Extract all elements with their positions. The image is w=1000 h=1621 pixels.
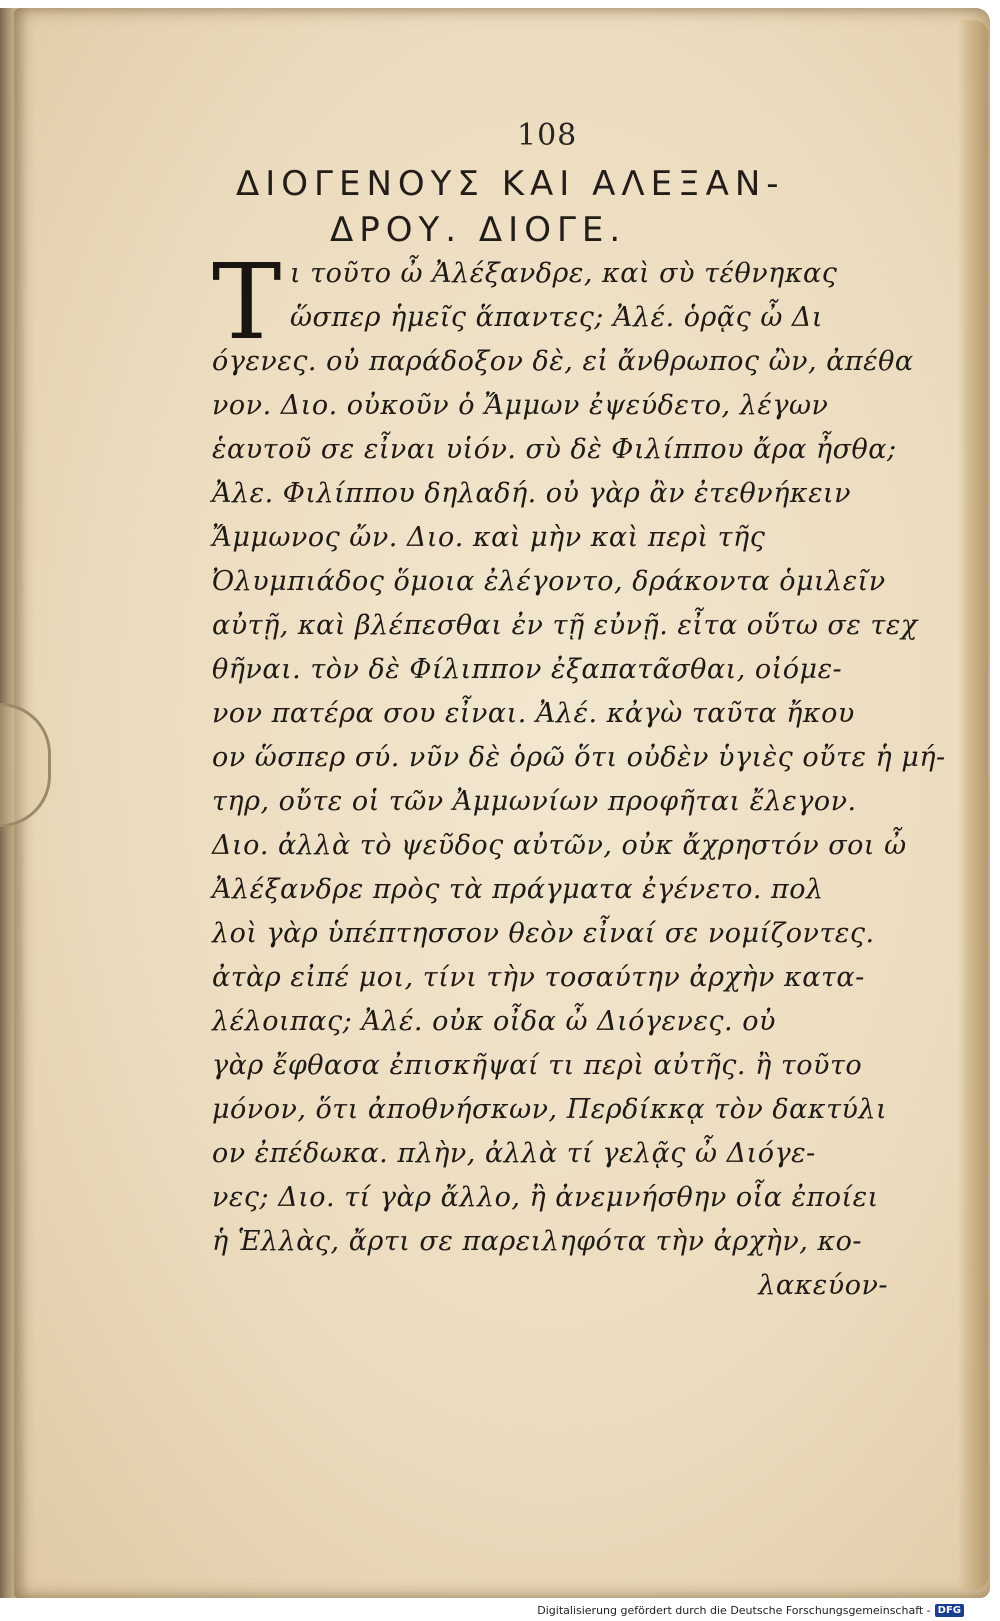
dialogue-heading-line-1: ΔΙΟΓΕΝΟΥΣ ΚΑΙ ΑΛΕΞΑΝ- <box>236 164 785 204</box>
text-line: ι τοῦτο ὦ Ἀλέξανδρε, καὶ σὺ τέθνηκας <box>290 258 838 289</box>
digitization-credit <box>537 1600 964 1620</box>
text-line: ον ὥσπερ σύ. νῦν δὲ ὁρῶ ὅτι οὐδὲν ὑγιὲς οὔτε ἡ μή- <box>212 742 946 773</box>
text-line: όγενες. οὐ παράδοξον δὲ, εἰ ἄνθρωπος ὢν, ἀπέθα <box>212 346 914 377</box>
text-line: ὥσπερ ἡμεῖς ἅπαντες; Ἀλέ. ὁρᾷς ὦ Δι <box>290 302 824 333</box>
drop-cap: T <box>212 241 282 363</box>
text-line: Ἄμμωνος ὤν. Διο. καὶ μὴν καὶ περὶ τῆς <box>212 522 766 553</box>
text-line: γὰρ ἔφθασα ἐπισκῆψαί τι περὶ αὐτῆς. ἢ τοῦτο <box>212 1050 863 1081</box>
page-edge-shadow <box>958 20 988 1590</box>
text-line: θῆναι. τὸν δὲ Φίλιππον ἐξαπατᾶσθαι, οἰόμε- <box>212 654 843 685</box>
text-line: νον. Διο. οὐκοῦν ὁ Ἄμμων ἐψεύδετο, λέγων <box>212 390 829 421</box>
dfg-logo-icon: DFG <box>935 1604 964 1617</box>
page-number: 108 <box>517 118 578 153</box>
catchword: λακεύον- <box>758 1270 888 1301</box>
text-line: μόνον, ὅτι ἀποθνήσκων, Περδίκκᾳ τὸν δακτύλι <box>212 1094 888 1125</box>
text-line: λοὶ γὰρ ὑπέπτησσον θεὸν εἶναί σε νομίζοντες. <box>212 918 875 949</box>
text-line: ον ἐπέδωκα. πλὴν, ἀλλὰ τί γελᾷς ὦ Διόγε- <box>212 1138 816 1169</box>
text-line: τηρ, οὔτε οἱ τῶν Ἀμμωνίων προφῆται ἔλεγον. <box>212 786 857 817</box>
credit-text: Digitalisierung gefördert durch die Deutsche Forschungsgemeinschaft - <box>537 1603 931 1617</box>
text-line: αὐτῇ, καὶ βλέπεσθαι ἐν τῇ εὐνῇ. εἶτα οὕτω σε τεχ <box>212 610 918 641</box>
text-line: Διο. ἀλλὰ τὸ ψεῦδος αὐτῶν, οὐκ ἄχρηστόν σοι ὦ <box>212 830 907 861</box>
text-line: νες; Διο. τί γὰρ ἄλλο, ἢ ἀνεμνήσθην οἷα ἐποίει <box>212 1182 879 1213</box>
text-line: νον πατέρα σου εἶναι. Ἀλέ. κἀγὼ ταῦτα ἤκου <box>212 698 855 729</box>
text-line: Ἀλέξανδρε πρὸς τὰ πράγματα ἐγένετο. πολ <box>212 874 824 905</box>
text-line: ἀτὰρ εἰπέ μοι, τίνι τὴν τοσαύτην ἀρχὴν κατα- <box>212 962 865 993</box>
text-line: ἑαυτοῦ σε εἶναι υἱόν. σὺ δὲ Φιλίππου ἄρα ἦσθα; <box>212 434 897 465</box>
dialogue-heading-line-2: ΔΡΟΥ. ΔΙΟΓΕ. <box>330 210 627 250</box>
text-line: λέλοιπας; Ἀλέ. οὐκ οἶδα ὦ Διόγενες. οὐ <box>212 1006 776 1037</box>
text-line: Ὀλυμπιάδος ὅμοια ἐλέγοντο, δράκοντα ὁμιλεῖν <box>212 566 886 597</box>
text-line: Ἀλε. Φιλίππου δηλαδή. οὐ γὰρ ἂν ἐτεθνήκειν <box>212 478 852 509</box>
text-line: ἡ Ἑλλὰς, ἄρτι σε παρειληφότα τὴν ἀρχὴν, κο- <box>212 1226 862 1257</box>
